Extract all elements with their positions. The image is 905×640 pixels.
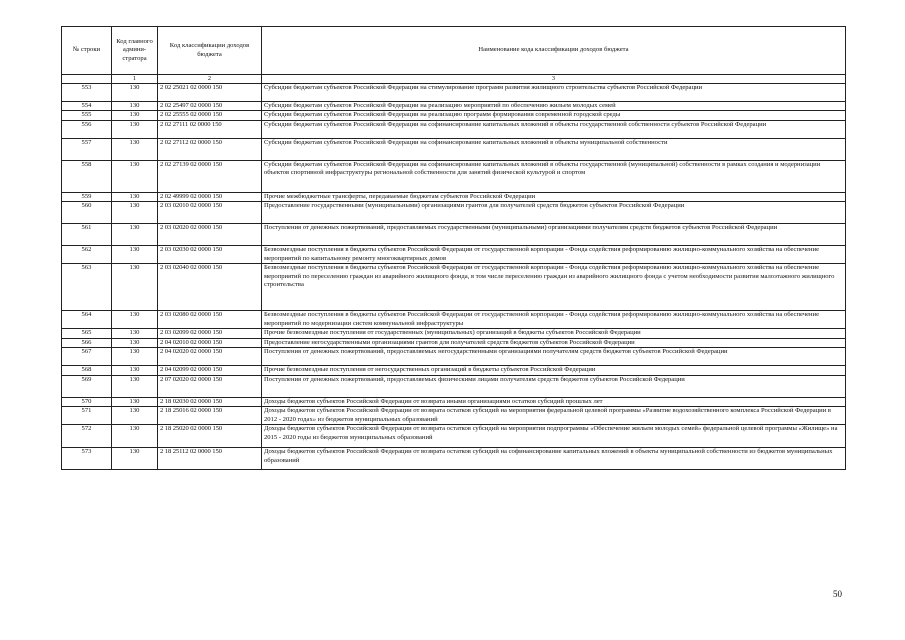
classification-code-cell: 2 03 02030 02 0000 150: [158, 246, 262, 264]
row-number-cell: 566: [62, 338, 112, 347]
row-number-cell: 562: [62, 246, 112, 264]
row-number-cell: 572: [62, 425, 112, 448]
table-row: [62, 338, 846, 347]
table-row: [62, 448, 846, 470]
table-row: [62, 246, 846, 264]
classification-code-cell: 2 02 27139 02 0000 150: [158, 160, 262, 192]
admin-code-cell: 130: [112, 264, 158, 311]
table-row: [62, 329, 846, 338]
row-number-cell: 570: [62, 397, 112, 406]
classification-code-cell: 2 02 25555 02 0000 150: [158, 111, 262, 120]
row-number-cell: 563: [62, 264, 112, 311]
code-name-cell: Субсидии бюджетам субъектов Российской Федерации на реализацию мероприятий по обеспечению жильем молодых семей: [262, 102, 846, 111]
classification-code-cell: 2 03 02020 02 0000 150: [158, 224, 262, 246]
column-number: 2: [158, 75, 262, 84]
code-name-cell: Прочие безвозмездные поступления от негосударственных организаций в бюджеты субъектов Российской Федерации: [262, 366, 846, 375]
row-number-cell: 555: [62, 111, 112, 120]
row-number-cell: 554: [62, 102, 112, 111]
code-name-cell: Субсидии бюджетам субъектов Российской Федерации на софинансирование капитальных вложений в объекты муниципальной собственности: [262, 138, 846, 160]
table-row: [62, 311, 846, 329]
classification-code-cell: 2 02 25021 02 0000 150: [158, 84, 262, 102]
admin-code-cell: 130: [112, 425, 158, 448]
code-name-cell: Поступления от денежных пожертвований, предоставляемых негосударственными организациями получателям средств бюджетов субъектов Российской Федерации: [262, 348, 846, 366]
admin-code-cell: 130: [112, 407, 158, 425]
admin-code-cell: 130: [112, 138, 158, 160]
classification-code-cell: 2 03 02010 02 0000 150: [158, 202, 262, 224]
row-number-cell: 553: [62, 84, 112, 102]
classification-code-cell: 2 03 02080 02 0000 150: [158, 311, 262, 329]
admin-code-cell: 130: [112, 102, 158, 111]
admin-code-cell: 130: [112, 192, 158, 201]
header-row-number: № строки: [62, 27, 112, 75]
table-row: [62, 120, 846, 138]
classification-code-cell: 2 02 49999 02 0000 150: [158, 192, 262, 201]
admin-code-cell: 130: [112, 397, 158, 406]
classification-code-cell: 2 18 25020 02 0000 150: [158, 425, 262, 448]
table-row: [62, 425, 846, 448]
classification-code-cell: 2 18 25112 02 0000 150: [158, 448, 262, 470]
classification-code-cell: 2 18 02030 02 0000 150: [158, 397, 262, 406]
header-admin-code: Код главного админи-стратора: [112, 27, 158, 75]
admin-code-cell: 130: [112, 120, 158, 138]
row-number-cell: 565: [62, 329, 112, 338]
code-name-cell: Безвозмездные поступления в бюджеты субъектов Российской Федерации от государственной корпорации - Фонда содействия реформированию жилищно-коммунального хозяйства на обеспечение мероприятий по переселению граждан из аварийного жилищного фонда, в том числе переселению граждан из аварийного жилищного фонда с учетом необходимости развития малоэтажного жилищного строительства: [262, 264, 846, 311]
column-number: [62, 75, 112, 84]
table-row: [62, 102, 846, 111]
row-number-cell: 571: [62, 407, 112, 425]
row-number-cell: 558: [62, 160, 112, 192]
code-name-cell: Поступления от денежных пожертвований, предоставляемых физическими лицами получателям средств бюджетов субъектов Российской Федерации: [262, 375, 846, 397]
classification-code-cell: 2 04 02020 02 0000 150: [158, 348, 262, 366]
column-number: 1: [112, 75, 158, 84]
classification-code-cell: 2 18 25016 02 0000 150: [158, 407, 262, 425]
row-number-cell: 569: [62, 375, 112, 397]
code-name-cell: Предоставление негосударственными организациями грантов для получателей средств бюджетов субъектов Российской Федерации: [262, 338, 846, 347]
row-number-cell: 567: [62, 348, 112, 366]
code-name-cell: Прочие межбюджетные трансферты, передаваемые бюджетам субъектов Российской Федерации: [262, 192, 846, 201]
admin-code-cell: 130: [112, 224, 158, 246]
row-number-cell: 557: [62, 138, 112, 160]
table-body: [62, 84, 846, 470]
row-number-cell: 559: [62, 192, 112, 201]
table-row: [62, 264, 846, 311]
table-header-row: [62, 27, 846, 75]
page-number: 50: [833, 589, 842, 599]
code-name-cell: Прочие безвозмездные поступления от государственных (муниципальных) организаций в бюджеты субъектов Российской Федерации: [262, 329, 846, 338]
code-name-cell: Доходы бюджетов субъектов Российской Федерации от возврата иными организациями остатков субсидий прошлых лет: [262, 397, 846, 406]
admin-code-cell: 130: [112, 84, 158, 102]
table-row: [62, 224, 846, 246]
admin-code-cell: 130: [112, 202, 158, 224]
code-name-cell: Доходы бюджетов субъектов Российской Федерации от возврата остатков субсидий на мероприятия подпрограммы «Обеспечение жильем молодых семей» федеральной целевой программы «Жилище» на 2015 - 2020 годы из бюджетов муниципальных образований: [262, 425, 846, 448]
admin-code-cell: 130: [112, 160, 158, 192]
code-name-cell: Доходы бюджетов субъектов Российской Федерации от возврата остатков субсидий на мероприятия федеральной целевой программы «Развитие водохозяйственного комплекса Российской Федерации в 2012 - 2020 годах» из бюджетов муниципальных образований: [262, 407, 846, 425]
row-number-cell: 573: [62, 448, 112, 470]
classification-code-cell: 2 04 02099 02 0000 150: [158, 366, 262, 375]
classification-code-cell: 2 02 27112 02 0000 150: [158, 138, 262, 160]
admin-code-cell: 130: [112, 375, 158, 397]
classification-code-cell: 2 03 02099 02 0000 150: [158, 329, 262, 338]
header-code-name: Наименование кода классификации доходов бюджета: [262, 27, 846, 75]
classification-code-cell: 2 02 27111 02 0000 150: [158, 120, 262, 138]
admin-code-cell: 130: [112, 338, 158, 347]
table-row: [62, 111, 846, 120]
table-row: [62, 397, 846, 406]
table-row: [62, 407, 846, 425]
header-classification-code: Код классификации доходов бюджета: [158, 27, 262, 75]
admin-code-cell: 130: [112, 246, 158, 264]
classification-code-cell: 2 03 02040 02 0000 150: [158, 264, 262, 311]
row-number-cell: 560: [62, 202, 112, 224]
code-name-cell: Субсидии бюджетам субъектов Российской Федерации на софинансирование капитальных вложений в объекты государственной (муниципальной) собственности в рамках создания и модернизации объектов спортивной инфраструктуры региональной собственности для занятий физической культурой и спортом: [262, 160, 846, 192]
classification-code-cell: 2 04 02010 02 0000 150: [158, 338, 262, 347]
income-codes-table: [61, 26, 846, 470]
table-row: [62, 192, 846, 201]
classification-code-cell: 2 07 02020 02 0000 150: [158, 375, 262, 397]
table-row: [62, 138, 846, 160]
table-row: [62, 375, 846, 397]
code-name-cell: Поступления от денежных пожертвований, предоставляемых государственными (муниципальными) организациями получателям средств бюджетов субъектов Российской Федерации: [262, 224, 846, 246]
row-number-cell: 564: [62, 311, 112, 329]
table-row: [62, 84, 846, 102]
document-sheet: [61, 26, 845, 470]
table-row: [62, 202, 846, 224]
code-name-cell: Безвозмездные поступления в бюджеты субъектов Российской Федерации от государственной корпорации - Фонда содействия реформированию жилищно-коммунального хозяйства на обеспечение мероприятий по капитальному ремонту многоквартирных домов: [262, 246, 846, 264]
column-number: 3: [262, 75, 846, 84]
code-name-cell: Предоставление государственными (муниципальными) организациями грантов для получателей средств бюджетов субъектов Российской Федерации: [262, 202, 846, 224]
table-row: [62, 160, 846, 192]
admin-code-cell: 130: [112, 448, 158, 470]
row-number-cell: 561: [62, 224, 112, 246]
code-name-cell: Субсидии бюджетам субъектов Российской Федерации на стимулирование программ развития жилищного строительства субъектов Российской Федерации: [262, 84, 846, 102]
admin-code-cell: 130: [112, 366, 158, 375]
row-number-cell: 556: [62, 120, 112, 138]
admin-code-cell: 130: [112, 111, 158, 120]
admin-code-cell: 130: [112, 348, 158, 366]
code-name-cell: Безвозмездные поступления в бюджеты субъектов Российской Федерации от государственной корпорации - Фонда содействия реформированию жилищно-коммунального хозяйства на обеспечение мероприятий по модернизации систем коммунальной инфраструктуры: [262, 311, 846, 329]
code-name-cell: Субсидии бюджетам субъектов Российской Федерации на реализацию программ формирования современной городской среды: [262, 111, 846, 120]
admin-code-cell: 130: [112, 311, 158, 329]
column-number-row: [62, 75, 846, 84]
code-name-cell: Субсидии бюджетам субъектов Российской Федерации на софинансирование капитальных вложений в объекты государственной собственности субъектов Российской Федерации: [262, 120, 846, 138]
admin-code-cell: 130: [112, 329, 158, 338]
row-number-cell: 568: [62, 366, 112, 375]
table-row: [62, 366, 846, 375]
code-name-cell: Доходы бюджетов субъектов Российской Федерации от возврата остатков субсидий на софинансирование капитальных вложений в объекты муниципальной собственности из бюджетов муниципальных образований: [262, 448, 846, 470]
classification-code-cell: 2 02 25497 02 0000 150: [158, 102, 262, 111]
table-row: [62, 348, 846, 366]
